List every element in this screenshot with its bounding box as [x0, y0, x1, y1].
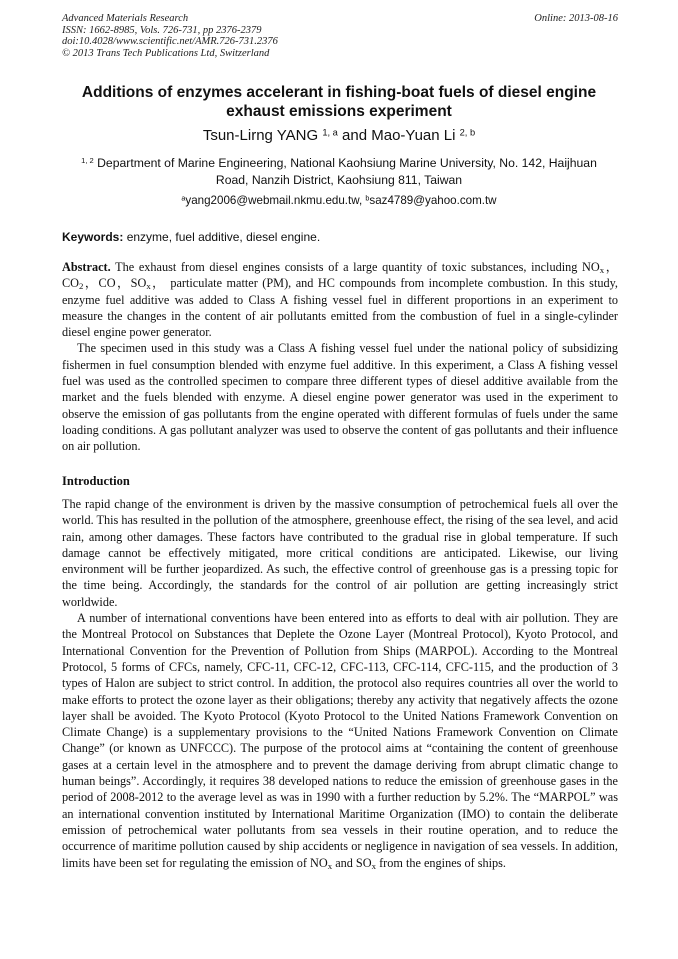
doi-line[interactable]: doi:10.4028/www.scientific.net/AMR.726-731.2376	[62, 36, 278, 47]
affiliation-sup: 1, 2	[81, 156, 94, 166]
intro-paragraph-2: A number of international conventions have been entered into as efforts to deal with air pollution. They are the Montreal Protocol on Substances that Deplete the Ozone Layer (Montreal Protocol), Kyoto Protocol, and International Convention for the Prevention of Pollution from Ships (MARPOL). According to the Montreal Protocol, 5 forms of CFCs, namely, CFC-11, CFC-12, CFC-113, CFC-114, CFC-115, and the production of 3 types of Halon are subject to strict control. In addition, the protocol also requires countries all over the world to make efforts to protect the ozone layer as their obligations; thereby any activity that negatively affects the ozone layer shall be avoided. The Kyoto Protocol (Kyoto Protocol to the United Nations Framework Convention on Climate Change) is a supplementary provisions to the “United Nations Framework Convention on Climate Change” (or known as UNFCCC). The purpose of the protocol aims at “containing the content of greenhouse gases at a certain level in the atmosphere and to prevent the damage deriving from abrupt climatic change to human beings”. Accordingly, it requires 38 developed nations to reduce the emission of greenhouse gases in the period of 2008-2012 to the average level as was in 1990 with a further reduction by 5.2%. The “MARPOL” was an international convention instituted by International Maritime Organization (IMO) to contain the deliberate emission of petrochemical water pollutants from sea vessels in their routine operation, and to reduce the occurrence of maritime pollution caused by ship accidents or negligence in navigation of sea vessels. In addition, limits have been set for regulating the emission of $NO_x$ and $SO_x$ from the engines of ships.	[62, 611, 618, 871]
affiliation-line-2: Road, Nanzih District, Kaohsiung 811, Taiwan	[215, 173, 463, 187]
title-line-1: Additions of enzymes accelerant in fishing-boat fuels of diesel engine	[81, 84, 597, 101]
introduction-body	[62, 496, 618, 871]
email-a[interactable]: yang2006@webmail.nkmu.edu.tw,	[185, 194, 363, 207]
affiliation	[62, 155, 616, 189]
keywords-text: enzyme, fuel additive, diesel engine.	[126, 230, 321, 244]
abstract-paragraph-1: Abstract. The exhaust from diesel engines consists of a large quantity of toxic substances, including $NO_x$，$CO_2$，CO，$SO_x$， particulate matter (PM), and HC compounds from incomplete combustion. In this study, enzyme fuel additive was added to Class A fishing vessel fuel in different proportions in an experiment to measure the changes in the content of air pollutants emitted from the combustion of fuel in a single-cylinder diesel engine power generator.	[62, 260, 618, 340]
email-b[interactable]: saz4789@yahoo.com.tw	[369, 194, 497, 207]
journal-name: Advanced Materials Research	[62, 13, 189, 24]
author-emails: $^a$yang2006@webmail.nkmu.edu.tw, $^b$saz4789@yahoo.com.tw	[181, 193, 497, 207]
abstract	[62, 259, 618, 455]
keywords	[62, 230, 618, 245]
intro-paragraph-1: The rapid change of the environment is driven by the massive consumption of petrochemical fuels all over the world. This has resulted in the pollution of the atmosphere, greenhouse effect, the rising of the sea level, and acid rain, among other damages. These factors have contributed to the gradual rise in global temperature. If such damage cannot be effectively mitigated, more critical conditions are anticipated. Likewise, our living environment will be further jeopardized. As such, the effective control of greenhouse gas is a pressing topic for the time being. Accordingly, the standards for the control of air pollution are getting increasingly strict worldwide.	[62, 497, 618, 609]
affiliation-line-1: Department of Marine Engineering, National Kaohsiung Marine University, No. 142, Haijhuan	[97, 156, 597, 170]
author-1: Tsun-Lirng YANG	[202, 127, 319, 144]
abstract-paragraph-2: The specimen used in this study was a Class A fishing vessel fuel under the national policy of subsidizing fishermen in fuel consumption blended with enzyme fuel additive. In this experiment, a Class A fishing vessel fuel was used as the controlled specimen to compare three different types of diesel additive available from the market and the fuels blended with enzyme. A diesel engine power generator was used in the experiment to observe the emission of gas pollutants from the engine operated with different formulas of fuels under the same loading conditions. A gas pollutant analyzer was used to observe the content of gas pollutants and their influence on air pollution.	[62, 341, 618, 454]
copyright-line: © 2013 Trans Tech Publications Ltd, Switzerland	[62, 47, 270, 59]
section-heading-introduction: Introduction	[62, 474, 130, 488]
author-1-affil: 1, a	[322, 127, 338, 138]
author-and: and	[342, 127, 368, 144]
online-date: Online: 2013-08-16	[534, 13, 618, 24]
abstract-label: Abstract.	[62, 260, 111, 274]
author-2: Mao-Yuan Li	[371, 127, 456, 144]
journal-header	[62, 13, 618, 59]
keywords-label: Keywords:	[62, 230, 124, 244]
paper-title	[62, 83, 616, 121]
author-2-affil: 2, b	[459, 127, 476, 138]
issn-line: ISSN: 1662-8985, Vols. 726-731, pp 2376-2379	[62, 24, 262, 36]
author-list	[62, 127, 616, 145]
title-line-2: exhaust emissions experiment	[226, 103, 452, 120]
